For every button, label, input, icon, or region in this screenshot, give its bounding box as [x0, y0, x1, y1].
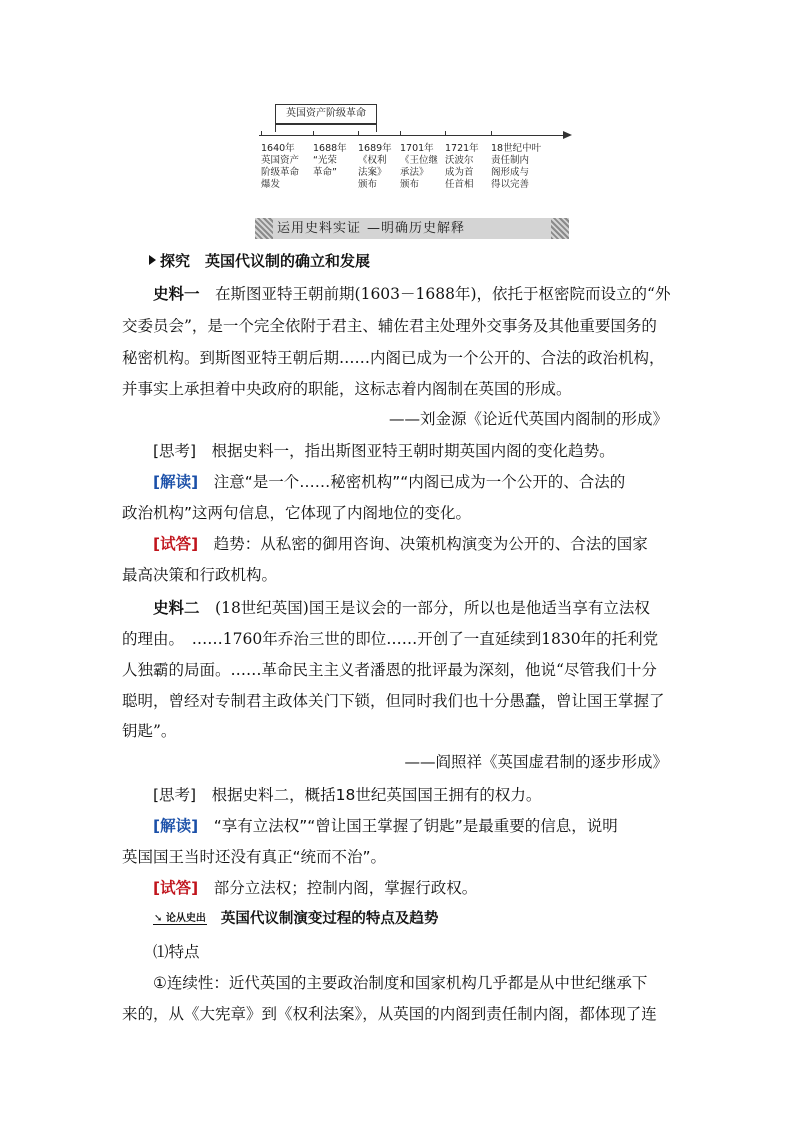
timeline-event: 1640年 英国资产 阶级革命 爆发	[261, 143, 300, 190]
source2-line: 人独霸的局面。……革命民主主义者潘恩的批评最为深刻，他说“尽管我们十分	[122, 661, 657, 679]
q1-answer	[153, 532, 648, 554]
source2-line: 钥匙”。	[122, 722, 177, 740]
q2-answer	[153, 876, 477, 898]
section-title-text: 探究 英国代议制的确立和发展	[160, 252, 371, 270]
source1-citation: ——刘金源《论近代英国内阁制的形成》	[388, 410, 668, 428]
source1-line: 秘密机构。到斯图亚特王朝后期……内阁已成为一个公开的、合法的政治机构，	[122, 349, 665, 367]
section-title	[149, 250, 370, 271]
timeline-tick	[491, 131, 492, 135]
q2-think	[153, 783, 541, 805]
timeline-bracket	[275, 124, 377, 132]
banner-left-text: 运用史料实证	[277, 221, 362, 236]
q2-interp-line: 英国国王当时还没有真正“统而不治”。	[122, 848, 387, 866]
q1-interp	[153, 470, 625, 492]
interp-label: [解读]	[153, 817, 199, 835]
source2-line: 聪明，曾经对专制君主政体关门下锁，但同时我们也十分愚蠢，曾让国王掌握了	[122, 692, 665, 710]
think-label: [思考]	[153, 442, 197, 460]
banner-right-text: —明确历史解释	[367, 221, 466, 236]
think-text: 根据史料二，概括18世纪英国国王拥有的权力。	[211, 786, 542, 804]
answer-text: 部分立法权；控制内阁，掌握行政权。	[213, 879, 478, 897]
discussion-heading	[153, 907, 438, 928]
think-label: [思考]	[153, 786, 197, 804]
answer-text: 趋势：从私密的御用咨询、决策机构演变为公开的、合法的国家	[213, 535, 648, 553]
discussion-title: 英国代议制演变过程的特点及趋势	[220, 911, 439, 927]
timeline-tick	[358, 131, 359, 135]
q1-answer-line: 最高决策和行政机构。	[122, 566, 278, 584]
source1-text: 在斯图亚特王朝前期(1603－1688年)，依托于枢密院而设立的“外	[215, 285, 671, 303]
discussion-tag: ➘ 论从史出	[153, 909, 207, 925]
source1-line: 交委员会”，是一个完全依附于君主、辅佐君主处理外交事务及其他重要国务的	[122, 317, 657, 335]
timeline-event: 1688年 “光荣 革命”	[313, 143, 347, 178]
answer-label: [试答]	[153, 535, 199, 553]
timeline-arrow-icon	[563, 131, 572, 139]
source1-line: 并事实上承担着中央政府的职能，这标志着内阁制在英国的形成。	[122, 380, 572, 398]
timeline-tick	[445, 131, 446, 135]
discussion-line: 来的，从《大宪章》到《权利法案》，从英国的内阁到责任制内阁，都体现了连	[122, 1005, 657, 1023]
timeline-event: 1689年 《权利 法案》 颁布	[358, 143, 392, 190]
timeline-axis	[259, 135, 565, 136]
timeline-tick	[400, 131, 401, 135]
discussion-tag-text: 论从史出	[165, 913, 206, 924]
section-banner	[255, 218, 569, 239]
q1-think	[153, 439, 615, 461]
timeline-event: 1701年 《王位继 承法》 颁布	[400, 143, 439, 190]
source2-line: 的理由。 ……1760年乔治三世的即位……开创了一直延续到1830年的托利党	[122, 630, 659, 648]
discussion-sub1: ⑴特点	[153, 943, 200, 961]
interp-text: “享有立法权”“曾让国王掌握了钥匙”是最重要的信息，说明	[213, 817, 618, 835]
interp-label: [解读]	[153, 473, 199, 491]
source1-line	[153, 282, 670, 304]
banner-text	[277, 218, 547, 239]
answer-label: [试答]	[153, 879, 199, 897]
q1-interp-line: 政治机构”这两句信息，它体现了内阁地位的变化。	[122, 504, 472, 522]
source2-citation: ——阎照祥《英国虚君制的逐步形成》	[404, 753, 668, 771]
q2-interp	[153, 814, 618, 836]
timeline-event: 1721年 沃波尔 成为首 任首相	[445, 143, 479, 190]
timeline-tick	[261, 131, 262, 135]
source1-label: 史料一	[153, 285, 200, 303]
source2-label: 史料二	[153, 599, 200, 617]
source2-text: (18世纪英国)国王是议会的一部分，所以也是他适当享有立法权	[215, 599, 650, 617]
discussion-line: ①连续性：近代英国的主要政治制度和国家机构几乎都是从中世纪继承下	[153, 974, 648, 992]
interp-text: 注意“是一个……秘密机构”“内阁已成为一个公开的、合法的	[213, 473, 626, 491]
banner-hatch-left	[255, 218, 273, 239]
source2-line	[153, 596, 650, 618]
timeline-figure	[255, 98, 573, 206]
timeline-tick	[313, 131, 314, 135]
timeline-bracket-label: 英国资产阶级革命	[275, 104, 377, 124]
timeline-event: 18世纪中叶 责任制内 阁形成与 得以完善	[491, 143, 542, 190]
banner-hatch-right	[551, 218, 569, 239]
triangle-bullet-icon	[149, 255, 156, 265]
think-text: 根据史料一，指出斯图亚特王朝时期英国内阁的变化趋势。	[211, 442, 615, 460]
